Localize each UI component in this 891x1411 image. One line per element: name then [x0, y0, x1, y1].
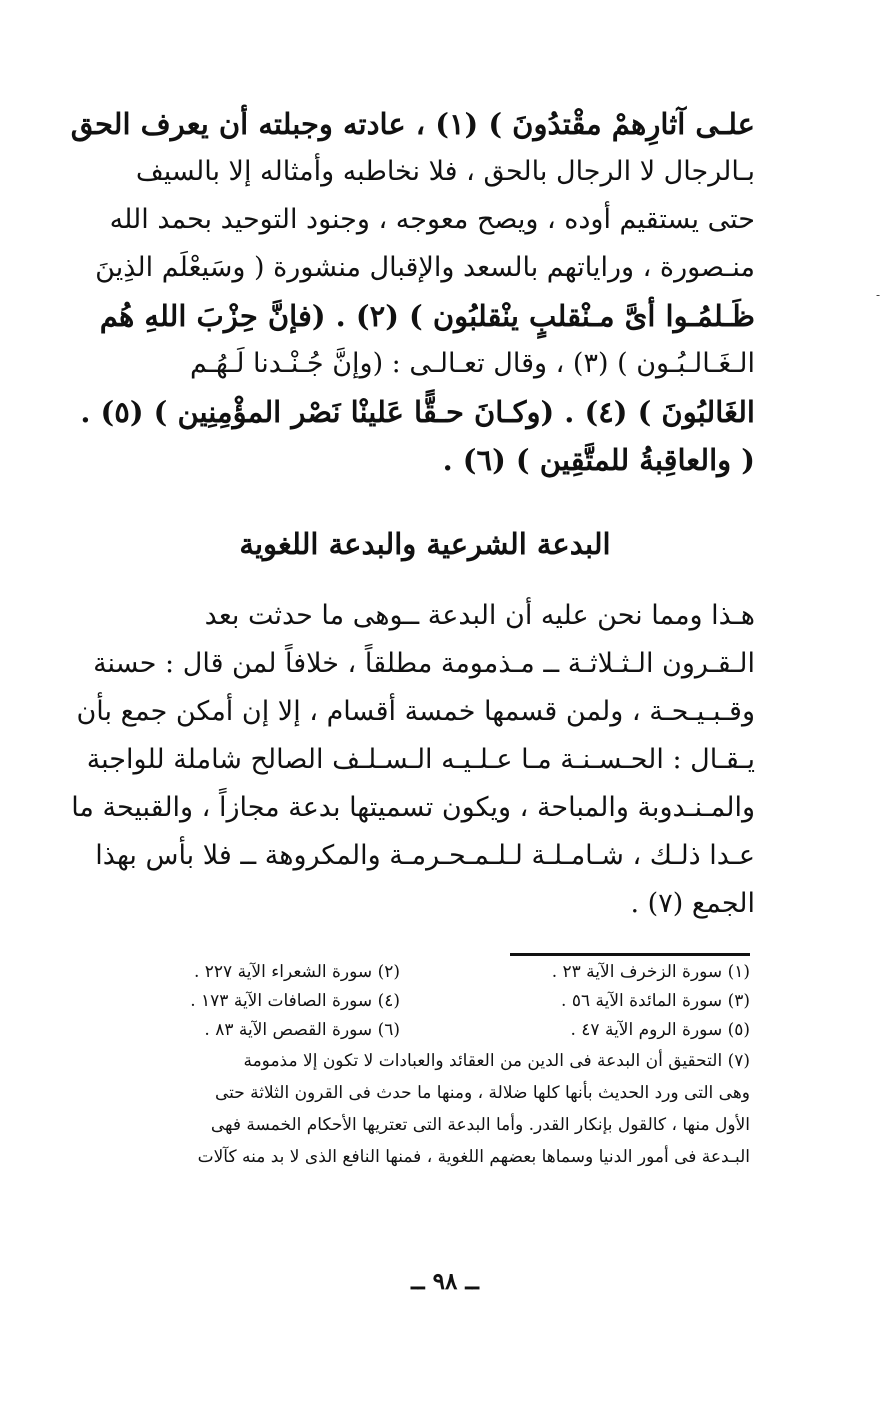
- footnote-line: الأول منها ، كالقول بإنكار القدر. وأما البدعة التى تعتريها الأحكام الخمسة فهى: [210, 1115, 750, 1135]
- footnotes: [90, 958, 750, 1173]
- margin-mark: -: [876, 288, 881, 302]
- footnote-line: وهى التى ورد الحديث بأنها كلها ضلالة ، ومنها ما حدث فى القرون الثلاثة حتى: [214, 1083, 750, 1103]
- section-heading: البدعة الشرعية والبدعة اللغوية: [239, 527, 611, 561]
- text-line: علـى آثارِهمْ مقْتدُونَ ) (١) ، عادته وجبلته أن يعرف الحق: [70, 107, 755, 141]
- footnote-item: (٢) سورة الشعراء الآية ٢٢٧ .: [193, 962, 400, 982]
- text-line: الجمع (٧) .: [630, 888, 755, 919]
- text-line: والمـنـدوبة والمباحة ، ويكون تسميتها بدعة مجازاً ، والقبيحة ما: [71, 792, 755, 823]
- text-line: الغَالبُونَ ) (٤) . (وكـانَ حـقًّا عَلينْا نَصْر المؤْمِنِين ) (٥) .: [80, 395, 755, 429]
- footnote-long-note: [90, 1045, 750, 1173]
- text-line: هـذا ومما نحن عليه أن البدعة ــوهى ما حدثت بعد: [204, 600, 755, 631]
- footnote-item: (٤) سورة الصافات الآية ١٧٣ .: [190, 991, 400, 1011]
- text-line: الـغَـالـبُـون ) (٣) ، وقال تعـالـى : (وإنَّ جُـنْـدنا لَـهُـم: [190, 348, 755, 379]
- footnote-separator: [510, 953, 750, 956]
- footnote-item: (٥) سورة الروم الآية ٤٧ .: [570, 1020, 750, 1040]
- top-paragraph: [70, 100, 755, 484]
- footnote-item: (٦) سورة القصص الآية ٨٣ .: [204, 1020, 400, 1040]
- text-line: حتى يستقيم أوده ، ويصح معوجه ، وجنود التوحيد بحمد الله: [109, 204, 755, 235]
- text-line: الـقـرون الـثـلاثـة ــ مـذمومة مطلقاً ، خلافاً لمن قال : حسنة: [93, 648, 755, 679]
- text-line: يـقـال : الحـسـنـة مـا عـلـيـه الـسـلـف الصالح شاملة للواجبة: [86, 744, 755, 775]
- page-number: ــ ٩٨ ــ: [411, 1268, 479, 1295]
- footnote-line: البـدعة فى أمور الدنيا وسماها بعضهم اللغوية ، فمنها النافع الذى لا بد منه كآلات: [197, 1147, 750, 1167]
- text-line: ظَـلمُـوا أىَّ مـنْقلبٍ ينْقلبُون ) (٢) . (فإنَّ حِزْبَ اللهِ هُم: [99, 299, 755, 333]
- second-paragraph: [71, 592, 755, 928]
- footnote-line: (٧) التحقيق أن البدعة فى الدين من العقائد والعبادات لا تكون إلا مذمومة: [243, 1051, 750, 1071]
- text-line: عـدا ذلـك ، شـامـلـة لـلـمـحـرمـة والمكروهة ــ فلا بأس بهذا: [95, 840, 755, 871]
- footnote-item: (١) سورة الزخرف الآية ٢٣ .: [551, 962, 750, 982]
- text-line: وقـبـيـحـة ، ولمن قسمها خمسة أقسام ، إلا إن أمكن جمع بأن: [76, 696, 755, 727]
- text-line: ( والعاقِبةُ للمتَّقِين ) (٦) .: [442, 443, 755, 477]
- footnote-item: (٣) سورة المائدة الآية ٥٦ .: [561, 991, 750, 1011]
- text-line: بـالرجال لا الرجال بالحق ، فلا نخاطبه وأمثاله إلا بالسيف: [135, 156, 755, 187]
- footnote-references: [90, 958, 750, 1045]
- text-line: منـصورة ، وراياتهم بالسعد والإقبال منشورة ( وسَيعْلَم الذِينَ: [95, 252, 755, 283]
